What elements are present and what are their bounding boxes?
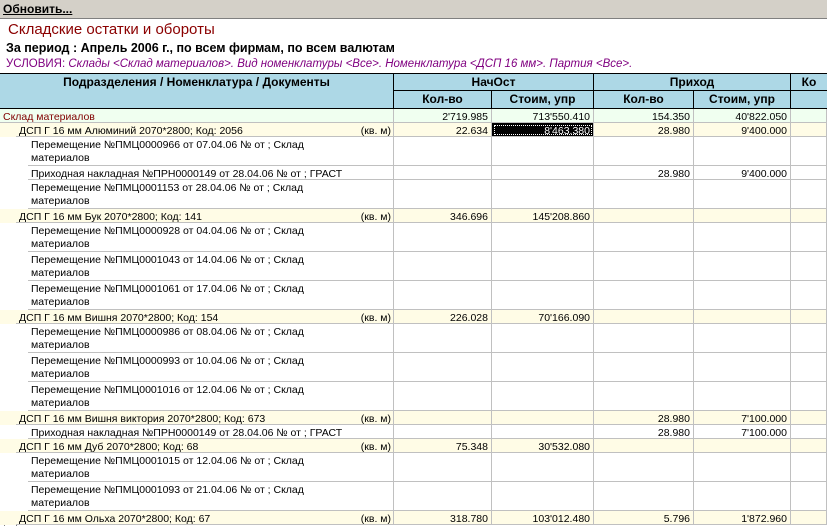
start-qty-cell[interactable] bbox=[394, 180, 492, 209]
start-cost-cell[interactable]: 70'166.090 bbox=[492, 310, 594, 324]
row-label[interactable] bbox=[16, 310, 394, 324]
row-unit: (кв. м) bbox=[360, 441, 391, 453]
row-label[interactable] bbox=[28, 180, 394, 209]
income-cost-cell[interactable] bbox=[694, 209, 791, 223]
start-cost-cell[interactable]: 8'463.380 bbox=[492, 123, 594, 137]
start-cost-cell[interactable]: 713'550.410 bbox=[492, 109, 594, 123]
refresh-button[interactable]: Обновить... bbox=[3, 2, 73, 16]
income-qty-cell[interactable] bbox=[594, 209, 694, 223]
start-qty-cell[interactable]: 318.780 bbox=[394, 511, 492, 525]
row-label-line: Перемещение №ПМЦ0001153 от 28.04.06 № от ; Склад bbox=[31, 182, 304, 194]
row-label[interactable] bbox=[28, 324, 394, 353]
row-label-line: материалов bbox=[31, 195, 90, 207]
income-qty-cell[interactable] bbox=[594, 324, 694, 353]
document-row[interactable] bbox=[0, 453, 827, 482]
document-row[interactable] bbox=[0, 166, 827, 180]
row-label[interactable] bbox=[28, 281, 394, 310]
row-label-text: ДСП Г 16 мм Бук 2070*2800; Код: 141 bbox=[19, 211, 202, 223]
row-label-line: Перемещение №ПМЦ0001015 от 12.04.06 № от ; Склад bbox=[31, 455, 304, 467]
start-cost-cell[interactable]: 145'208.860 bbox=[492, 209, 594, 223]
income-cost-cell[interactable]: 9'400.000 bbox=[694, 166, 791, 180]
item-row[interactable] bbox=[0, 123, 827, 137]
start-qty-cell[interactable]: 2'719.985 bbox=[394, 109, 492, 123]
income-qty-cell[interactable] bbox=[594, 353, 694, 382]
item-row[interactable] bbox=[0, 411, 827, 425]
income-qty-cell[interactable] bbox=[594, 310, 694, 324]
row-label[interactable] bbox=[0, 109, 394, 123]
document-row[interactable] bbox=[0, 482, 827, 511]
start-qty-cell[interactable] bbox=[394, 453, 492, 482]
row-label[interactable] bbox=[28, 353, 394, 382]
start-qty-cell[interactable] bbox=[394, 137, 492, 166]
report-period: За период : Апрель 2006 г., по всем фирмам, по всем валютам bbox=[6, 41, 395, 55]
row-label-line: Перемещение №ПМЦ0001016 от 12.04.06 № от ; Склад bbox=[31, 384, 304, 396]
income-cost-cell[interactable] bbox=[694, 482, 791, 511]
row-label-line: Приходная накладная №ПРН0000149 от 28.04.06 № от ; ГРАСТ bbox=[31, 427, 343, 439]
header-start-cost[interactable]: Стоим, упр bbox=[492, 91, 594, 109]
start-qty-cell[interactable] bbox=[394, 411, 492, 425]
income-cost-cell[interactable] bbox=[694, 252, 791, 281]
start-cost-cell[interactable] bbox=[492, 281, 594, 310]
start-cost-cell[interactable]: 30'532.080 bbox=[492, 439, 594, 453]
next-cell[interactable] bbox=[791, 439, 827, 453]
document-row[interactable] bbox=[0, 223, 827, 252]
row-label[interactable] bbox=[28, 425, 394, 439]
conditions-label: УСЛОВИЯ: bbox=[6, 58, 66, 70]
header-start-qty[interactable]: Кол-во bbox=[394, 91, 492, 109]
income-cost-cell[interactable]: 40'822.050 bbox=[694, 109, 791, 123]
row-label-line: Перемещение №ПМЦ0001043 от 14.04.06 № от ; Склад bbox=[31, 254, 304, 266]
next-cell[interactable] bbox=[791, 482, 827, 511]
income-qty-cell[interactable]: 28.980 bbox=[594, 425, 694, 439]
start-qty-cell[interactable] bbox=[394, 353, 492, 382]
row-label[interactable] bbox=[28, 252, 394, 281]
income-qty-cell[interactable]: 5.796 bbox=[594, 511, 694, 525]
row-label-line: материалов bbox=[31, 468, 90, 480]
income-cost-cell[interactable] bbox=[694, 453, 791, 482]
start-qty-cell[interactable] bbox=[394, 425, 492, 439]
income-cost-cell[interactable]: 7'100.000 bbox=[694, 425, 791, 439]
income-qty-cell[interactable] bbox=[594, 382, 694, 411]
item-row[interactable] bbox=[0, 511, 827, 525]
income-cost-cell[interactable]: 1'872.960 bbox=[694, 511, 791, 525]
row-label[interactable] bbox=[16, 511, 394, 525]
income-cost-cell[interactable]: 7'100.000 bbox=[694, 411, 791, 425]
row-label-text: ДСП Г 16 мм Алюминий 2070*2800; Код: 2056 bbox=[19, 125, 243, 137]
next-cell[interactable] bbox=[791, 411, 827, 425]
row-label[interactable] bbox=[16, 439, 394, 453]
row-label-line: материалов bbox=[31, 397, 90, 409]
next-cell[interactable] bbox=[791, 137, 827, 166]
start-cost-cell[interactable] bbox=[492, 252, 594, 281]
start-cost-cell[interactable]: 103'012.480 bbox=[492, 511, 594, 525]
document-row[interactable] bbox=[0, 180, 827, 209]
next-cell[interactable] bbox=[791, 511, 827, 525]
document-row[interactable] bbox=[0, 137, 827, 166]
start-cost-cell[interactable] bbox=[492, 180, 594, 209]
next-cell[interactable] bbox=[791, 324, 827, 353]
start-qty-cell[interactable]: 75.348 bbox=[394, 439, 492, 453]
start-qty-cell[interactable] bbox=[394, 281, 492, 310]
row-label-line: материалов bbox=[31, 267, 90, 279]
header-start-balance[interactable]: НачОст bbox=[394, 74, 594, 91]
document-row[interactable] bbox=[0, 425, 827, 439]
income-qty-cell[interactable]: 154.350 bbox=[594, 109, 694, 123]
row-label-line: материалов bbox=[31, 238, 90, 250]
row-label-line: материалов bbox=[31, 339, 90, 351]
income-qty-cell[interactable] bbox=[594, 137, 694, 166]
next-cell[interactable] bbox=[791, 281, 827, 310]
income-cost-cell[interactable] bbox=[694, 382, 791, 411]
next-cell[interactable] bbox=[791, 123, 827, 137]
row-label-line: материалов bbox=[31, 368, 90, 380]
row-label[interactable] bbox=[28, 137, 394, 166]
start-cost-cell[interactable] bbox=[492, 166, 594, 180]
start-cost-cell[interactable] bbox=[492, 482, 594, 511]
next-cell[interactable] bbox=[791, 166, 827, 180]
start-qty-cell[interactable]: 226.028 bbox=[394, 310, 492, 324]
next-cell[interactable] bbox=[791, 109, 827, 123]
income-cost-cell[interactable] bbox=[694, 223, 791, 252]
start-cost-cell[interactable] bbox=[492, 382, 594, 411]
income-qty-cell[interactable]: 28.980 bbox=[594, 123, 694, 137]
row-label-line: Перемещение №ПМЦ0000966 от 07.04.06 № от ; Склад bbox=[31, 139, 304, 151]
row-label[interactable] bbox=[28, 166, 394, 180]
next-cell[interactable] bbox=[791, 353, 827, 382]
header-income-qty[interactable]: Кол-во bbox=[594, 91, 694, 109]
start-qty-cell[interactable]: 22.634 bbox=[394, 123, 492, 137]
income-qty-cell[interactable] bbox=[594, 439, 694, 453]
row-unit: (кв. м) bbox=[360, 211, 391, 223]
income-qty-cell[interactable]: 28.980 bbox=[594, 166, 694, 180]
header-next-group[interactable]: Ко bbox=[791, 74, 827, 91]
item-row[interactable] bbox=[0, 310, 827, 324]
start-cost-cell[interactable] bbox=[492, 223, 594, 252]
start-cost-cell[interactable] bbox=[492, 137, 594, 166]
header-income[interactable]: Приход bbox=[594, 74, 791, 91]
start-cost-cell[interactable] bbox=[492, 453, 594, 482]
row-label-line: Перемещение №ПМЦ0001093 от 21.04.06 № от ; Склад bbox=[31, 484, 304, 496]
next-cell[interactable] bbox=[791, 209, 827, 223]
income-cost-cell[interactable] bbox=[694, 353, 791, 382]
income-qty-cell[interactable]: 28.980 bbox=[594, 411, 694, 425]
row-label-line: материалов bbox=[31, 497, 90, 509]
income-cost-cell[interactable] bbox=[694, 180, 791, 209]
next-cell[interactable] bbox=[791, 382, 827, 411]
start-qty-cell[interactable] bbox=[394, 382, 492, 411]
row-label[interactable] bbox=[16, 209, 394, 223]
start-qty-cell[interactable] bbox=[394, 166, 492, 180]
header-income-cost[interactable]: Стоим, упр bbox=[694, 91, 791, 109]
income-cost-cell[interactable] bbox=[694, 281, 791, 310]
start-qty-cell[interactable]: 346.696 bbox=[394, 209, 492, 223]
row-label-text: ДСП Г 16 мм Вишня 2070*2800; Код: 154 bbox=[19, 312, 219, 324]
next-cell[interactable] bbox=[791, 252, 827, 281]
start-qty-cell[interactable] bbox=[394, 324, 492, 353]
row-unit: (кв. м) bbox=[360, 312, 391, 324]
row-unit: (кв. м) bbox=[360, 413, 391, 425]
next-cell[interactable] bbox=[791, 425, 827, 439]
next-cell[interactable] bbox=[791, 180, 827, 209]
start-qty-cell[interactable] bbox=[394, 252, 492, 281]
start-cost-cell[interactable] bbox=[492, 425, 594, 439]
toolbar bbox=[0, 0, 827, 19]
income-qty-cell[interactable] bbox=[594, 223, 694, 252]
income-qty-cell[interactable] bbox=[594, 281, 694, 310]
income-cost-cell[interactable] bbox=[694, 324, 791, 353]
item-row[interactable] bbox=[0, 209, 827, 223]
report-conditions bbox=[6, 58, 632, 70]
start-cost-cell[interactable] bbox=[492, 353, 594, 382]
next-cell[interactable] bbox=[791, 453, 827, 482]
income-qty-cell[interactable] bbox=[594, 252, 694, 281]
row-label[interactable] bbox=[28, 453, 394, 482]
warehouse-row[interactable] bbox=[0, 109, 827, 123]
row-label[interactable] bbox=[28, 482, 394, 511]
report-title: Складские остатки и обороты bbox=[8, 21, 215, 38]
row-label-text: ДСП Г 16 мм Дуб 2070*2800; Код: 68 bbox=[19, 441, 199, 453]
row-label-line: Перемещение №ПМЦ0000986 от 08.04.06 № от ; Склад bbox=[31, 326, 304, 338]
row-unit: (кв. м) bbox=[360, 513, 391, 525]
document-row[interactable] bbox=[0, 382, 827, 411]
document-row[interactable] bbox=[0, 324, 827, 353]
next-cell[interactable] bbox=[791, 310, 827, 324]
header-next-sub bbox=[791, 91, 827, 109]
row-label-line: материалов bbox=[31, 152, 90, 164]
row-label-text: ДСП Г 16 мм Ольха 2070*2800; Код: 67 bbox=[19, 513, 211, 525]
next-cell[interactable] bbox=[791, 223, 827, 252]
start-cost-cell[interactable] bbox=[492, 411, 594, 425]
row-label[interactable] bbox=[16, 411, 394, 425]
row-label-text: ДСП Г 16 мм Вишня виктория 2070*2800; Код: 673 bbox=[19, 413, 266, 425]
income-cost-cell[interactable]: 9'400.000 bbox=[694, 123, 791, 137]
income-qty-cell[interactable] bbox=[594, 180, 694, 209]
row-unit: (кв. м) bbox=[360, 125, 391, 137]
income-cost-cell[interactable] bbox=[694, 310, 791, 324]
income-cost-cell[interactable] bbox=[694, 137, 791, 166]
start-cost-cell[interactable] bbox=[492, 324, 594, 353]
income-qty-cell[interactable] bbox=[594, 482, 694, 511]
start-qty-cell[interactable] bbox=[394, 223, 492, 252]
document-row[interactable] bbox=[0, 252, 827, 281]
row-label-line: Перемещение №ПМЦ0000993 от 10.04.06 № от ; Склад bbox=[31, 355, 304, 367]
row-label-line: материалов bbox=[31, 296, 90, 308]
document-row[interactable] bbox=[0, 353, 827, 382]
header-main[interactable]: Подразделения / Номенклатура / Документы bbox=[0, 74, 394, 109]
row-label-line: Перемещение №ПМЦ0000928 от 04.04.06 № от ; Склад bbox=[31, 225, 304, 237]
income-cost-cell[interactable] bbox=[694, 439, 791, 453]
item-row[interactable] bbox=[0, 439, 827, 453]
row-label-text: Склад материалов bbox=[3, 111, 95, 123]
row-label[interactable] bbox=[28, 223, 394, 252]
document-row[interactable] bbox=[0, 281, 827, 310]
row-label[interactable] bbox=[28, 382, 394, 411]
start-qty-cell[interactable] bbox=[394, 482, 492, 511]
income-qty-cell[interactable] bbox=[594, 453, 694, 482]
conditions-text: Склады <Склад материалов>. Вид номенклатуры <Все>. Номенклатура <ДСП 16 мм>. Партия <Все>. bbox=[68, 58, 633, 70]
row-label-line: Приходная накладная №ПРН0000149 от 28.04.06 № от ; ГРАСТ bbox=[31, 168, 343, 180]
row-label-line: Перемещение №ПМЦ0001061 от 17.04.06 № от ; Склад bbox=[31, 283, 304, 295]
row-label[interactable] bbox=[16, 123, 394, 137]
